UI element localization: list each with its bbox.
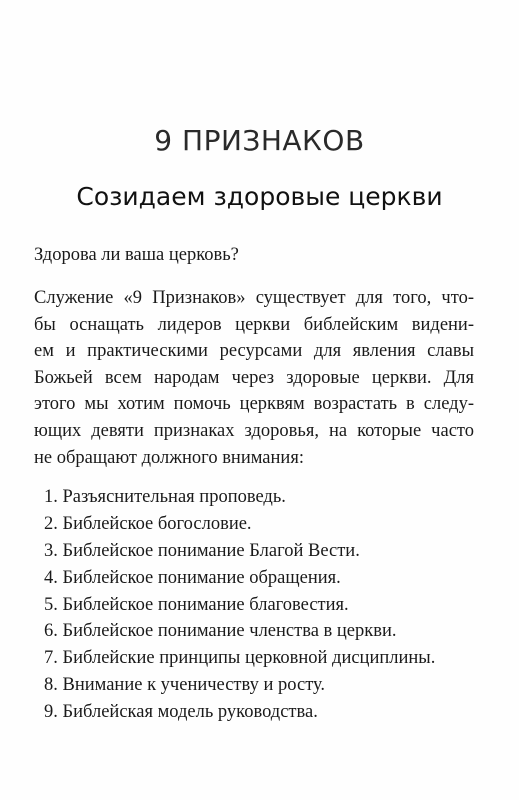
question-paragraph: Здорова ли ваша церковь? xyxy=(34,245,239,265)
intro-line: Служение «9 Признаков» существует для того, что- xyxy=(34,288,474,308)
list-item: 8. Внимание к ученичеству и росту. xyxy=(44,675,326,696)
list-item: 7. Библейские принципы церковной дисциплины. xyxy=(44,648,436,669)
intro-line: Божьей всем народам через здоровые церкви. Для xyxy=(34,367,474,388)
intro-line: бы оснащать лидеров церкви библейским видени- xyxy=(34,314,474,335)
list-item: 9. Библейская модель руководства. xyxy=(44,702,318,723)
marks-list xyxy=(44,484,435,726)
page-title: 9 ПРИЗНАКОВ xyxy=(154,124,365,157)
list-item: 4. Библейское понимание обращения. xyxy=(44,567,341,588)
intro-paragraph xyxy=(34,285,474,471)
intro-line: ющих девяти признаках здоровья, на которые часто xyxy=(34,420,474,441)
list-item: 3. Библейское понимание Благой Вести. xyxy=(44,540,360,561)
list-item: 1. Разъяснительная проповедь. xyxy=(44,487,286,507)
intro-line: этого мы хотим помочь церквям возрастать в следу- xyxy=(34,394,474,415)
intro-line: ем и практическими ресурсами для явления славы xyxy=(34,341,474,362)
list-item: 6. Библейское понимание членства в церкви. xyxy=(44,621,397,642)
intro-line: не обращают должного внимания: xyxy=(34,447,304,468)
list-item: 5. Библейское понимание благовестия. xyxy=(44,594,349,615)
list-item: 2. Библейское богословие. xyxy=(44,513,252,534)
page-subtitle: Созидаем здоровые церкви xyxy=(76,182,443,211)
